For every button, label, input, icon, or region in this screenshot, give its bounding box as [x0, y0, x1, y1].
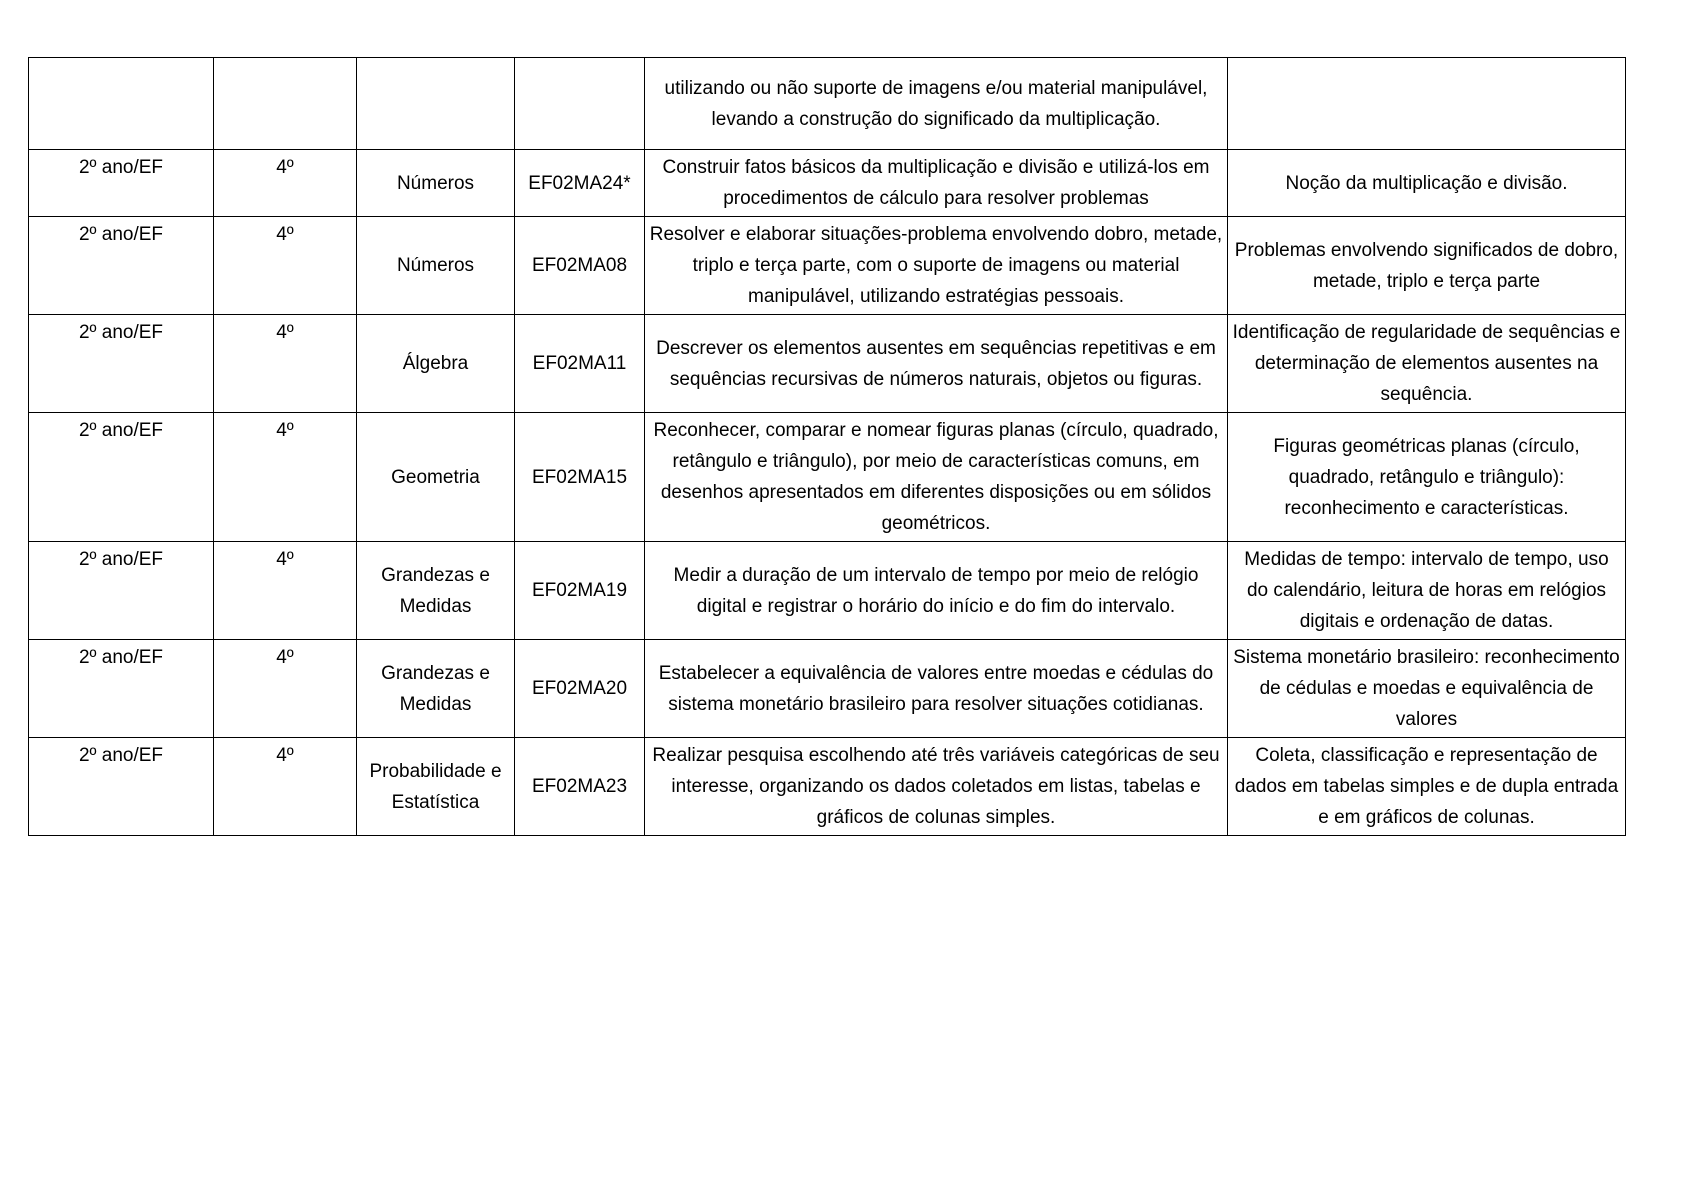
cell-bimestre: 4º — [214, 150, 357, 217]
cell-ano: 2º ano/EF — [29, 315, 214, 413]
cell-unidade — [357, 58, 515, 150]
cell-bimestre: 4º — [214, 542, 357, 640]
cell-objeto: Problemas envolvendo significados de dobro, metade, triplo e terça parte — [1228, 217, 1626, 315]
cell-unidade: Probabilidade e Estatística — [357, 738, 515, 836]
cell-unidade: Álgebra — [357, 315, 515, 413]
cell-habilidade: Estabelecer a equivalência de valores entre moedas e cédulas do sistema monetário brasileiro para resolver situações cotidianas. — [645, 640, 1228, 738]
cell-habilidade: Reconhecer, comparar e nomear figuras planas (círculo, quadrado, retângulo e triângulo), por meio de características comuns, em desenhos apresentados em diferentes disposições ou em sólidos geométricos. — [645, 413, 1228, 542]
cell-codigo: EF02MA19 — [515, 542, 645, 640]
cell-ano: 2º ano/EF — [29, 150, 214, 217]
cell-bimestre: 4º — [214, 217, 357, 315]
cell-unidade: Grandezas e Medidas — [357, 640, 515, 738]
cell-objeto: Figuras geométricas planas (círculo, quadrado, retângulo e triângulo): reconhecimento e características. — [1228, 413, 1626, 542]
cell-ano — [29, 58, 214, 150]
table-row — [29, 640, 1626, 738]
cell-habilidade: Descrever os elementos ausentes em sequências repetitivas e em sequências recursivas de números naturais, objetos ou figuras. — [645, 315, 1228, 413]
table-row — [29, 738, 1626, 836]
table-row — [29, 315, 1626, 413]
cell-habilidade: utilizando ou não suporte de imagens e/ou material manipulável, levando a construção do significado da multiplicação. — [645, 58, 1228, 150]
curriculum-table — [28, 57, 1626, 836]
cell-unidade: Grandezas e Medidas — [357, 542, 515, 640]
cell-codigo: EF02MA20 — [515, 640, 645, 738]
cell-objeto: Medidas de tempo: intervalo de tempo, uso do calendário, leitura de horas em relógios digitais e ordenação de datas. — [1228, 542, 1626, 640]
table-row — [29, 542, 1626, 640]
cell-unidade: Números — [357, 217, 515, 315]
cell-objeto — [1228, 58, 1626, 150]
cell-ano: 2º ano/EF — [29, 640, 214, 738]
table-row — [29, 413, 1626, 542]
cell-objeto: Sistema monetário brasileiro: reconhecimento de cédulas e moedas e equivalência de valores — [1228, 640, 1626, 738]
cell-bimestre — [214, 58, 357, 150]
cell-ano: 2º ano/EF — [29, 217, 214, 315]
cell-codigo: EF02MA23 — [515, 738, 645, 836]
cell-codigo: EF02MA11 — [515, 315, 645, 413]
cell-ano: 2º ano/EF — [29, 542, 214, 640]
cell-objeto: Coleta, classificação e representação de dados em tabelas simples e de dupla entrada e em gráficos de colunas. — [1228, 738, 1626, 836]
cell-ano: 2º ano/EF — [29, 413, 214, 542]
cell-bimestre: 4º — [214, 413, 357, 542]
cell-bimestre: 4º — [214, 640, 357, 738]
cell-objeto: Identificação de regularidade de sequências e determinação de elementos ausentes na sequência. — [1228, 315, 1626, 413]
table-row — [29, 150, 1626, 217]
cell-bimestre: 4º — [214, 315, 357, 413]
cell-bimestre: 4º — [214, 738, 357, 836]
cell-codigo: EF02MA15 — [515, 413, 645, 542]
table-row — [29, 58, 1626, 150]
cell-unidade: Geometria — [357, 413, 515, 542]
cell-codigo — [515, 58, 645, 150]
cell-habilidade: Realizar pesquisa escolhendo até três variáveis categóricas de seu interesse, organizando os dados coletados em listas, tabelas e gráficos de colunas simples. — [645, 738, 1228, 836]
cell-codigo: EF02MA24* — [515, 150, 645, 217]
cell-unidade: Números — [357, 150, 515, 217]
cell-habilidade: Construir fatos básicos da multiplicação e divisão e utilizá-los em procedimentos de cálculo para resolver problemas — [645, 150, 1228, 217]
cell-objeto: Noção da multiplicação e divisão. — [1228, 150, 1626, 217]
table-row — [29, 217, 1626, 315]
cell-habilidade: Resolver e elaborar situações-problema envolvendo dobro, metade, triplo e terça parte, com o suporte de imagens ou material manipulável, utilizando estratégias pessoais. — [645, 217, 1228, 315]
cell-habilidade: Medir a duração de um intervalo de tempo por meio de relógio digital e registrar o horário do início e do fim do intervalo. — [645, 542, 1228, 640]
cell-codigo: EF02MA08 — [515, 217, 645, 315]
cell-ano: 2º ano/EF — [29, 738, 214, 836]
